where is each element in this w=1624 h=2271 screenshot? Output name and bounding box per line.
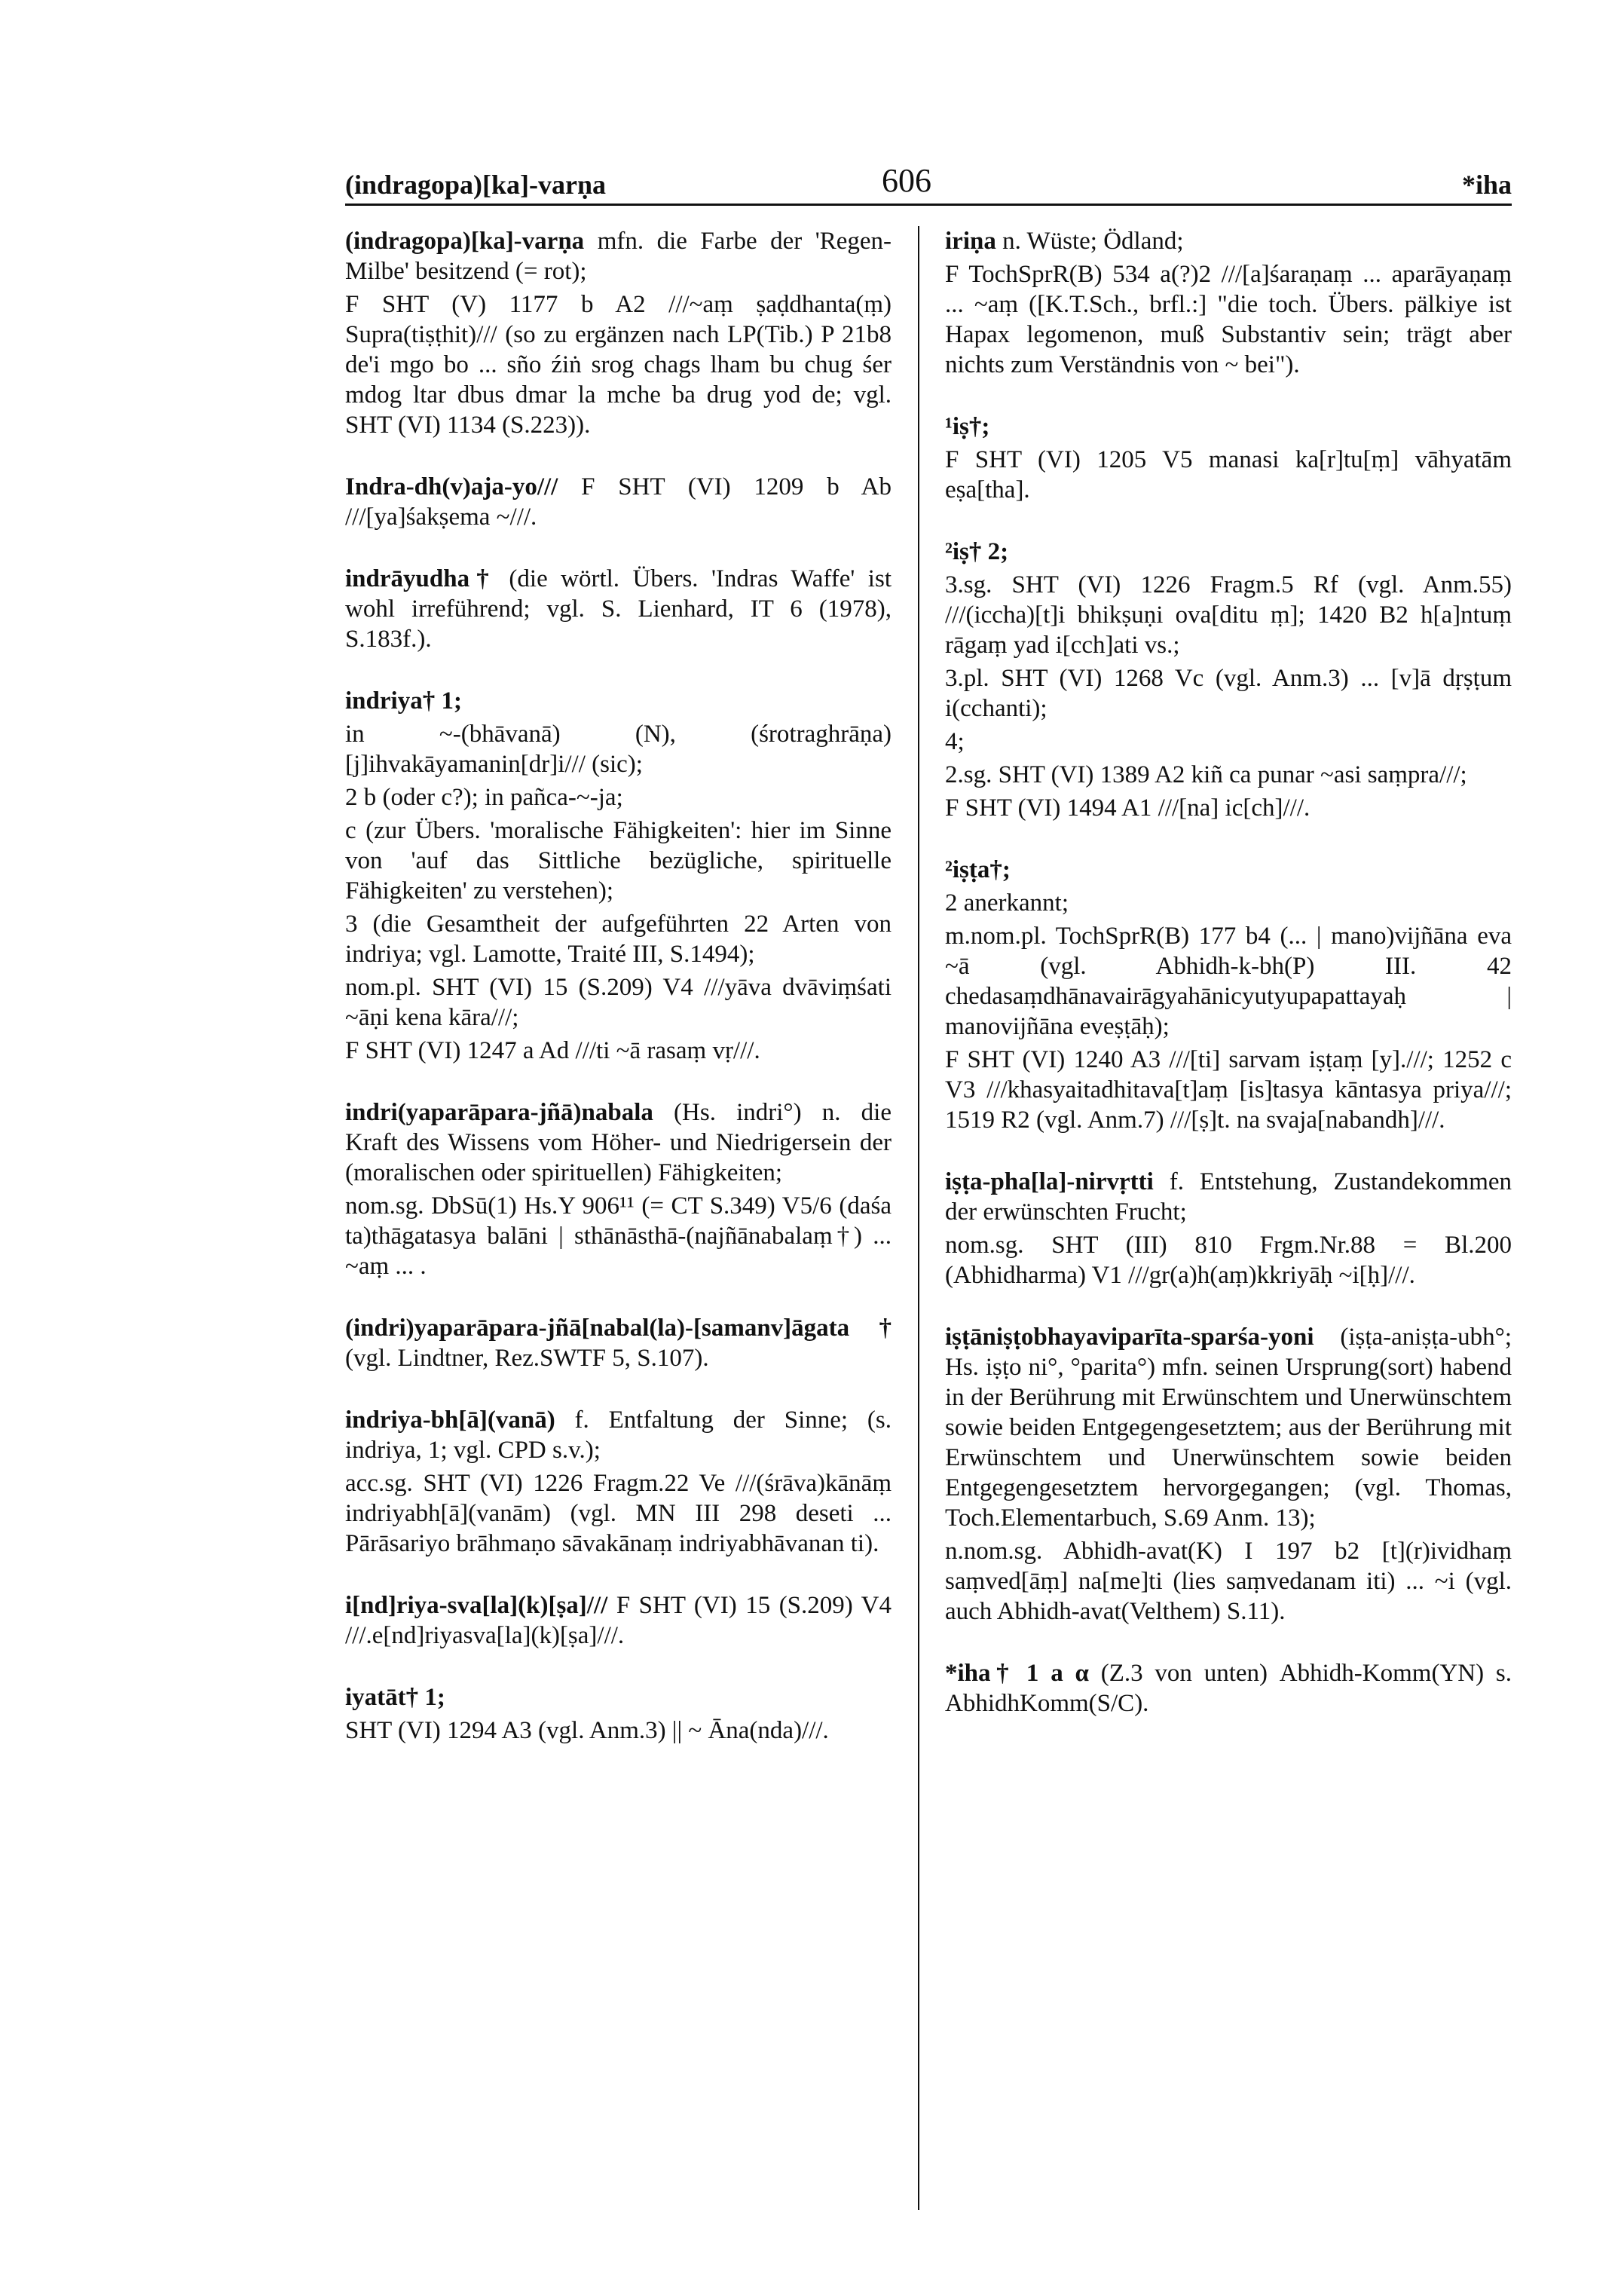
entry-text: in ~-(bhāvanā) (N), (śrotraghrāṇa)[j]ihvakāyamanin[dr]i/// (sic); [345, 721, 892, 778]
headword: *iha† 1 a α [945, 1660, 1089, 1687]
headword: indri(yaparāpara-jñā)nabala [345, 1099, 653, 1126]
entry-text: m.nom.pl. TochSprR(B) 177 b4 (... | mano)vijñāna eva ~ā (vgl. Abhidh-k-bh(P) III. 42 chedasaṃdhānavairāgyahānicyutyupapattayaḥ | manovijñāna eveṣṭāḥ); [945, 923, 1512, 1040]
page-header [345, 158, 1512, 206]
entry-text: n.nom.sg. Abhidh-avat(K) I 197 b2 [t](r)ividhaṃ saṃved[āṃ] na[me]ti (lies saṃvedanam iti) ... ~i (vgl. auch Abhidh-avat(Velthem) S.11). [945, 1538, 1512, 1625]
dictionary-entry [945, 537, 1512, 823]
headword: (indri)yaparāpara-jñā[nabal(la)-[samanv]āgata† [345, 1315, 892, 1342]
entry-text: nom.sg. SHT (III) 810 Frgm.Nr.88 = Bl.200 (Abhidharma) V1 ///gr(a)h(aṃ)kkriyāḥ ~i[ḥ]///. [945, 1232, 1512, 1289]
headword: ²iṣṭa†; [945, 856, 1011, 883]
entry-text: (Z.3 von unten) Abhidh-Komm(YN) s. AbhidhKomm(S/C). [945, 1660, 1512, 1717]
left-column [345, 226, 892, 2216]
page-number: 606 [882, 162, 931, 199]
entry-text: (vgl. Lindtner, Rez.SWTF 5, S.107). [345, 1345, 709, 1372]
entry-text: F SHT (V) 1177 b A2 ///~aṃ ṣaḍdhanta(ṃ) Supra(tiṣṭhit)/// (so zu ergänzen nach LP(Tib.) P 21b8 de'i mgo bo ... sño źiṅ srog chags lham bu chug śer mdog ltar dbus dmar la mche ba drug yod de; vgl. SHT (VI) 1134 (S.223)). [345, 291, 892, 439]
entry-text: 2 b (oder c?); in pañca-~-ja; [345, 784, 623, 811]
entry-text: (die wörtl. Übers. 'Indras Waffe' ist wohl irreführend; vgl. S. Lienhard, IT 6 (1978), S.183f.). [345, 565, 892, 653]
entry-text: F TochSprR(B) 534 a(?)2 ///[a]śaraṇaṃ ... aparāyaṇaṃ ... ~aṃ ([K.T.Sch., brfl.:] "die toch. Übers. pälkiye ist Hapax legomenon, muß Substantiv sein; trägt aber nichts zum Verständnis von ~ bei"). [945, 261, 1512, 378]
entry-text: mfn. die Farbe der 'Regen-Milbe' besitzend (= rot); [345, 228, 892, 285]
dictionary-entry [945, 855, 1512, 1135]
entry-text: f. Entstehung, Zustandekommen der erwünschten Frucht; [945, 1168, 1512, 1226]
dictionary-entry [345, 564, 892, 654]
entry-text: SHT (VI) 1294 A3 (vgl. Anm.3) || ~ Āna(nda)///. [345, 1717, 829, 1744]
headword: iyatāt† 1; [345, 1684, 445, 1711]
dictionary-entry [345, 686, 892, 1066]
headword: iṣṭāniṣṭobhayaviparīta-sparśa-yoni [945, 1324, 1314, 1351]
entry-text: f. Entfaltung der Sinne; (s. indriya, 1; vgl. CPD s.v.); [345, 1406, 892, 1464]
dictionary-entry [945, 412, 1512, 505]
entry-text: 2.sg. SHT (VI) 1389 A2 kiñ ca punar ~asi saṃpra///; [945, 761, 1467, 788]
dictionary-entry [345, 1313, 892, 1373]
entry-text: nom.sg. DbSū(1) Hs.Y 906¹¹ (= CT S.349) V5/6 (daśa ta)thāgatasya balāni | sthānāsthā-(najñānabalaṃ†) ... ~aṃ ... . [345, 1192, 892, 1280]
entry-text: n. Wüste; Ödland; [1002, 228, 1184, 255]
headword: indriya-bh[ā](vanā) [345, 1406, 555, 1434]
dictionary-entry [345, 1097, 892, 1281]
entry-text: (Hs. indri°) n. die Kraft des Wissens vom Höher- und Niedrigersein der (moralischen oder spirituellen) Fähigkeiten; [345, 1099, 892, 1186]
right-column [945, 226, 1512, 2216]
headword: indrāyudha† [345, 565, 496, 592]
dictionary-entry [945, 226, 1512, 380]
column-divider [918, 226, 919, 2210]
entry-text: F SHT (VI) 15 (S.209) V4 ///.e[nd]riyasva[la](k)[ṣa]///. [345, 1592, 892, 1649]
headword: iṣṭa-pha[la]-nirvṛtti [945, 1168, 1154, 1195]
entry-text: acc.sg. SHT (VI) 1226 Fragm.22 Ve ///(śrāva)kānāṃ indriyabh[ā](vanām) (vgl. MN III 298 deseti ... Pārāsariyo brāhmaṇo sāvakānaṃ indriyabhāvanan ti). [345, 1470, 892, 1557]
entry-text: F SHT (VI) 1209 b Ab ///[ya]śakṣema ~///. [345, 473, 892, 531]
entry-text: 3 (die Gesamtheit der aufgeführten 22 Arten von indriya; vgl. Lamotte, Traité III, S.1494); [345, 911, 892, 968]
entry-text: F SHT (VI) 1247 a Ad ///ti ~ā rasaṃ vṛ///. [345, 1037, 760, 1064]
headword: (indragopa)[ka]-varṇa [345, 228, 585, 255]
entry-text: F SHT (VI) 1205 V5 manasi ka[r]tu[ṃ] vāhyatām eṣa[tha]. [945, 446, 1512, 503]
dictionary-entry [945, 1167, 1512, 1290]
headword: indriya† 1; [345, 687, 462, 715]
dictionary-entry [345, 472, 892, 532]
entry-text: F SHT (VI) 1494 A1 ///[na] ic[ch]///. [945, 794, 1311, 822]
running-head-right: *iha [1461, 170, 1512, 200]
entry-text: 4; [945, 728, 965, 755]
running-head-left: (indragopa)[ka]-varṇa [345, 170, 607, 200]
entry-text: (iṣṭa-aniṣṭa-ubh°; Hs. iṣṭo ni°, °parita°) mfn. seinen Ursprung(sort) habend in der Berührung mit Erwünschtem und Unerwünschtem sowie beiden Entgegengesetztem; aus der Berührung mit Erwünschtem und Unerwünschtem sowie beiden Entgegengesetztem hervorgegangen; (vgl. Thomas, Toch.Elementarbuch, S.69 Anm. 13); [945, 1324, 1512, 1532]
headword: iriṇa [945, 228, 996, 255]
entry-text: F SHT (VI) 1240 A3 ///[ti] sarvam iṣṭaṃ [y].///; 1252 c V3 ///khasyaitadhitava[t]aṃ [is]tasya kāntasya priya///; 1519 R2 (vgl. Anm.7) ///[ṣ]t. na svaja[nabandh]///. [945, 1046, 1512, 1134]
entry-text: 3.sg. SHT (VI) 1226 Fragm.5 Rf (vgl. Anm.55) ///(iccha)[t]i bhikṣuṇi ova[ditu ṃ]; 1420 B2 h[a]ntuṃ rāgaṃ yad i[cch]ati vs.; [945, 571, 1512, 659]
headword: Indra-dh(v)aja-yo/// [345, 473, 558, 500]
entry-text: 3.pl. SHT (VI) 1268 Vc (vgl. Anm.3) ... [v]ā dṛṣṭum i(cchanti); [945, 665, 1512, 722]
entry-text: c (zur Übers. 'moralische Fähigkeiten': hier im Sinne von 'auf das Sittliche bezügliche, spirituelle Fähigkeiten' zu verstehen); [345, 817, 892, 904]
dictionary-entry [345, 1405, 892, 1559]
dictionary-entry [345, 1590, 892, 1651]
dictionary-entry [345, 226, 892, 440]
dictionary-entry [945, 1322, 1512, 1627]
dictionary-entry [945, 1658, 1512, 1719]
entry-text: nom.pl. SHT (VI) 15 (S.209) V4 ///yāva dvāviṃśati ~āṇi kena kāra///; [345, 974, 892, 1031]
headword: ¹iṣ†; [945, 413, 990, 440]
entry-text: 2 anerkannt; [945, 889, 1069, 917]
dictionary-entry [345, 1682, 892, 1746]
headword: ²iṣ† 2; [945, 538, 1009, 565]
headword: i[nd]riya-sva[la](k)[ṣa]/// [345, 1592, 608, 1619]
